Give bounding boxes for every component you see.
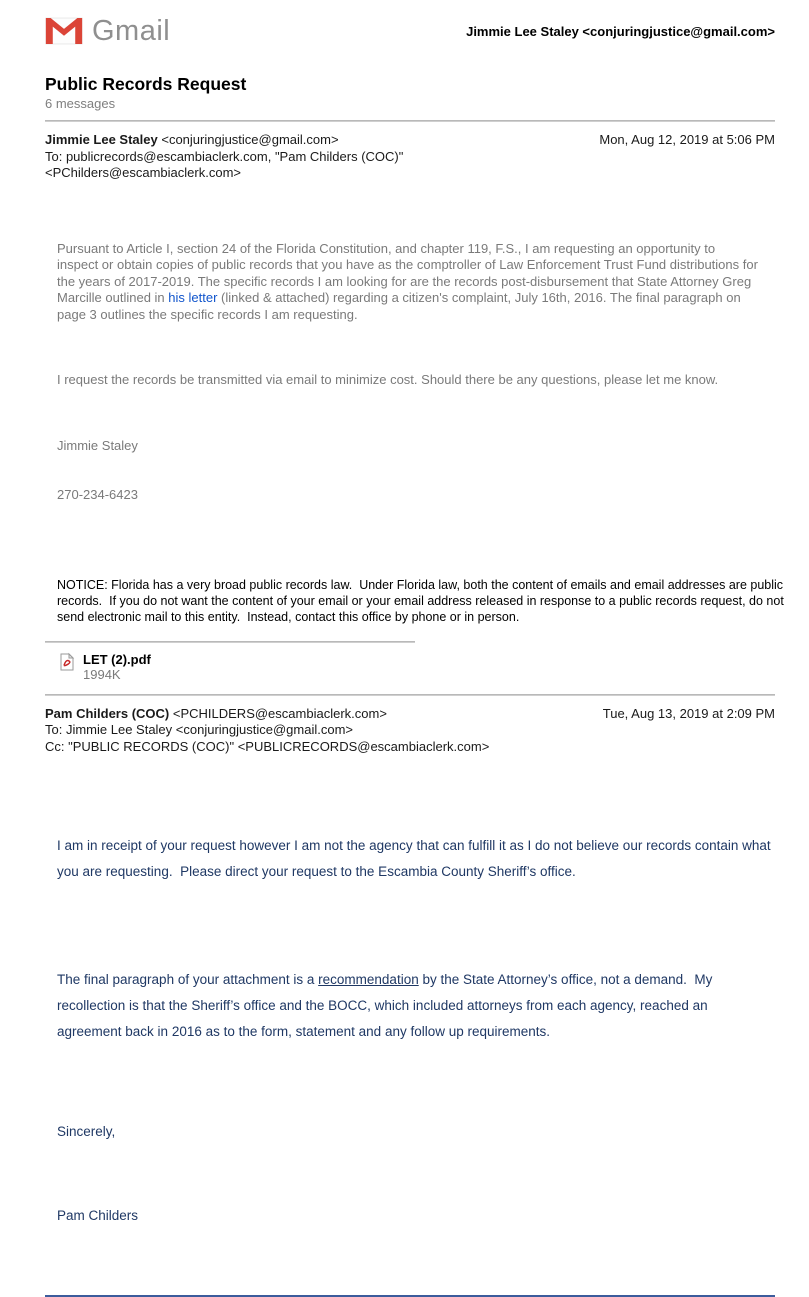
public-records-notice: NOTICE: Florida has a very broad public records law. Under Florida law, both the content of emails and email addresses are public records. If you do not want the content of your email or your email address released in response to a public records request, do not send electronic mail to this entity. Instead, contact this office by phone or in person. bbox=[57, 577, 797, 625]
paragraph: I am in receipt of your request however I am not the agency that can fulfill it as I do not believe our records contain what you are requesting. Please direct your request to the Escambia County Sheriff’s office. bbox=[57, 833, 772, 885]
paragraph: I request the records be transmitted via email to minimize cost. Should there be any questions, please let me know. bbox=[57, 372, 759, 389]
message-2-header bbox=[45, 706, 775, 756]
body-text: Pursuant to Article I, section 24 of the Florida Constitution, and chapter 119, F.S., I am requesting an opportunity to inspect or obtain copies of public records that you have as the comptroller of Law Enforcement Trust Fund distributions for the years of 2017-2019. The specific records I am looking for are the records post-disbursement that State Attorney Greg Marcille outlined in bbox=[57, 241, 762, 306]
sender-email: <PCHILDERS@escambiaclerk.com> bbox=[169, 706, 387, 721]
message-2-cc: Cc: "PUBLIC RECORDS (COC)" <PUBLICRECORDS@escambiaclerk.com> bbox=[45, 739, 489, 756]
attachment-divider bbox=[45, 641, 415, 643]
signature-phone: 270-234-6423 bbox=[57, 487, 759, 504]
message-divider bbox=[45, 694, 775, 696]
message-1-date: Mon, Aug 12, 2019 at 5:06 PM bbox=[587, 132, 775, 149]
message-2 bbox=[45, 706, 775, 1297]
message-1 bbox=[45, 132, 775, 682]
body-text: by the State Attorney’s office, not a demand. My recollection is that the Sheriff’s office and the BOCC, which included attorneys from each agency, reached an agreement back in 2016 as to the form, statement and any follow up requirements. bbox=[57, 972, 716, 1039]
attachment-size: 1994K bbox=[83, 667, 151, 682]
gmail-logo-icon bbox=[45, 17, 83, 45]
paragraph bbox=[57, 967, 772, 1045]
body-text: (linked & attached) regarding a citizen's complaint, July 16th, 2016. The final paragraph on page 3 outlines the specific records I am requesting. bbox=[57, 290, 744, 322]
message-2-addressing bbox=[45, 706, 489, 756]
gmail-logo bbox=[45, 15, 170, 48]
message-2-body bbox=[57, 781, 772, 1281]
message-2-date: Tue, Aug 13, 2019 at 2:09 PM bbox=[591, 706, 775, 723]
message-1-header bbox=[45, 132, 775, 182]
sender-name: Pam Childers (COC) bbox=[45, 706, 169, 721]
sender-name: Jimmie Lee Staley bbox=[45, 132, 158, 147]
message-1-from bbox=[45, 132, 587, 149]
attachment-name: LET (2).pdf bbox=[83, 652, 151, 667]
page-header bbox=[45, 12, 775, 50]
gmail-logo-text: Gmail bbox=[92, 15, 170, 48]
closing: Sincerely, bbox=[57, 1119, 772, 1145]
message-count: 6 messages bbox=[45, 96, 775, 112]
signature-name: Jimmie Staley bbox=[57, 438, 759, 455]
pdf-file-icon bbox=[59, 653, 75, 671]
his-letter-link[interactable]: his letter bbox=[168, 290, 217, 305]
thread-divider bbox=[45, 120, 775, 122]
sender-email: <conjuringjustice@gmail.com> bbox=[158, 132, 339, 147]
signature-name: Pam Childers bbox=[57, 1203, 772, 1229]
body-text: The final paragraph of your attachment is a bbox=[57, 972, 318, 987]
account-owner-email: Jimmie Lee Staley <conjuringjustice@gmail.com> bbox=[466, 24, 775, 39]
message-1-body bbox=[57, 208, 759, 537]
message-2-to: To: Jimmie Lee Staley <conjuringjustice@gmail.com> bbox=[45, 722, 489, 739]
attachment-let-2-pdf[interactable] bbox=[59, 652, 775, 682]
underlined-word: recommendation bbox=[318, 972, 419, 987]
paragraph bbox=[57, 241, 759, 324]
message-1-addressing bbox=[45, 132, 587, 182]
message-1-to: To: publicrecords@escambiaclerk.com, "Pam Childers (COC)" <PChilders@escambiaclerk.com> bbox=[45, 149, 587, 182]
attachment-meta bbox=[83, 652, 151, 682]
thread-subject: Public Records Request bbox=[45, 74, 775, 94]
message-2-from bbox=[45, 706, 489, 723]
